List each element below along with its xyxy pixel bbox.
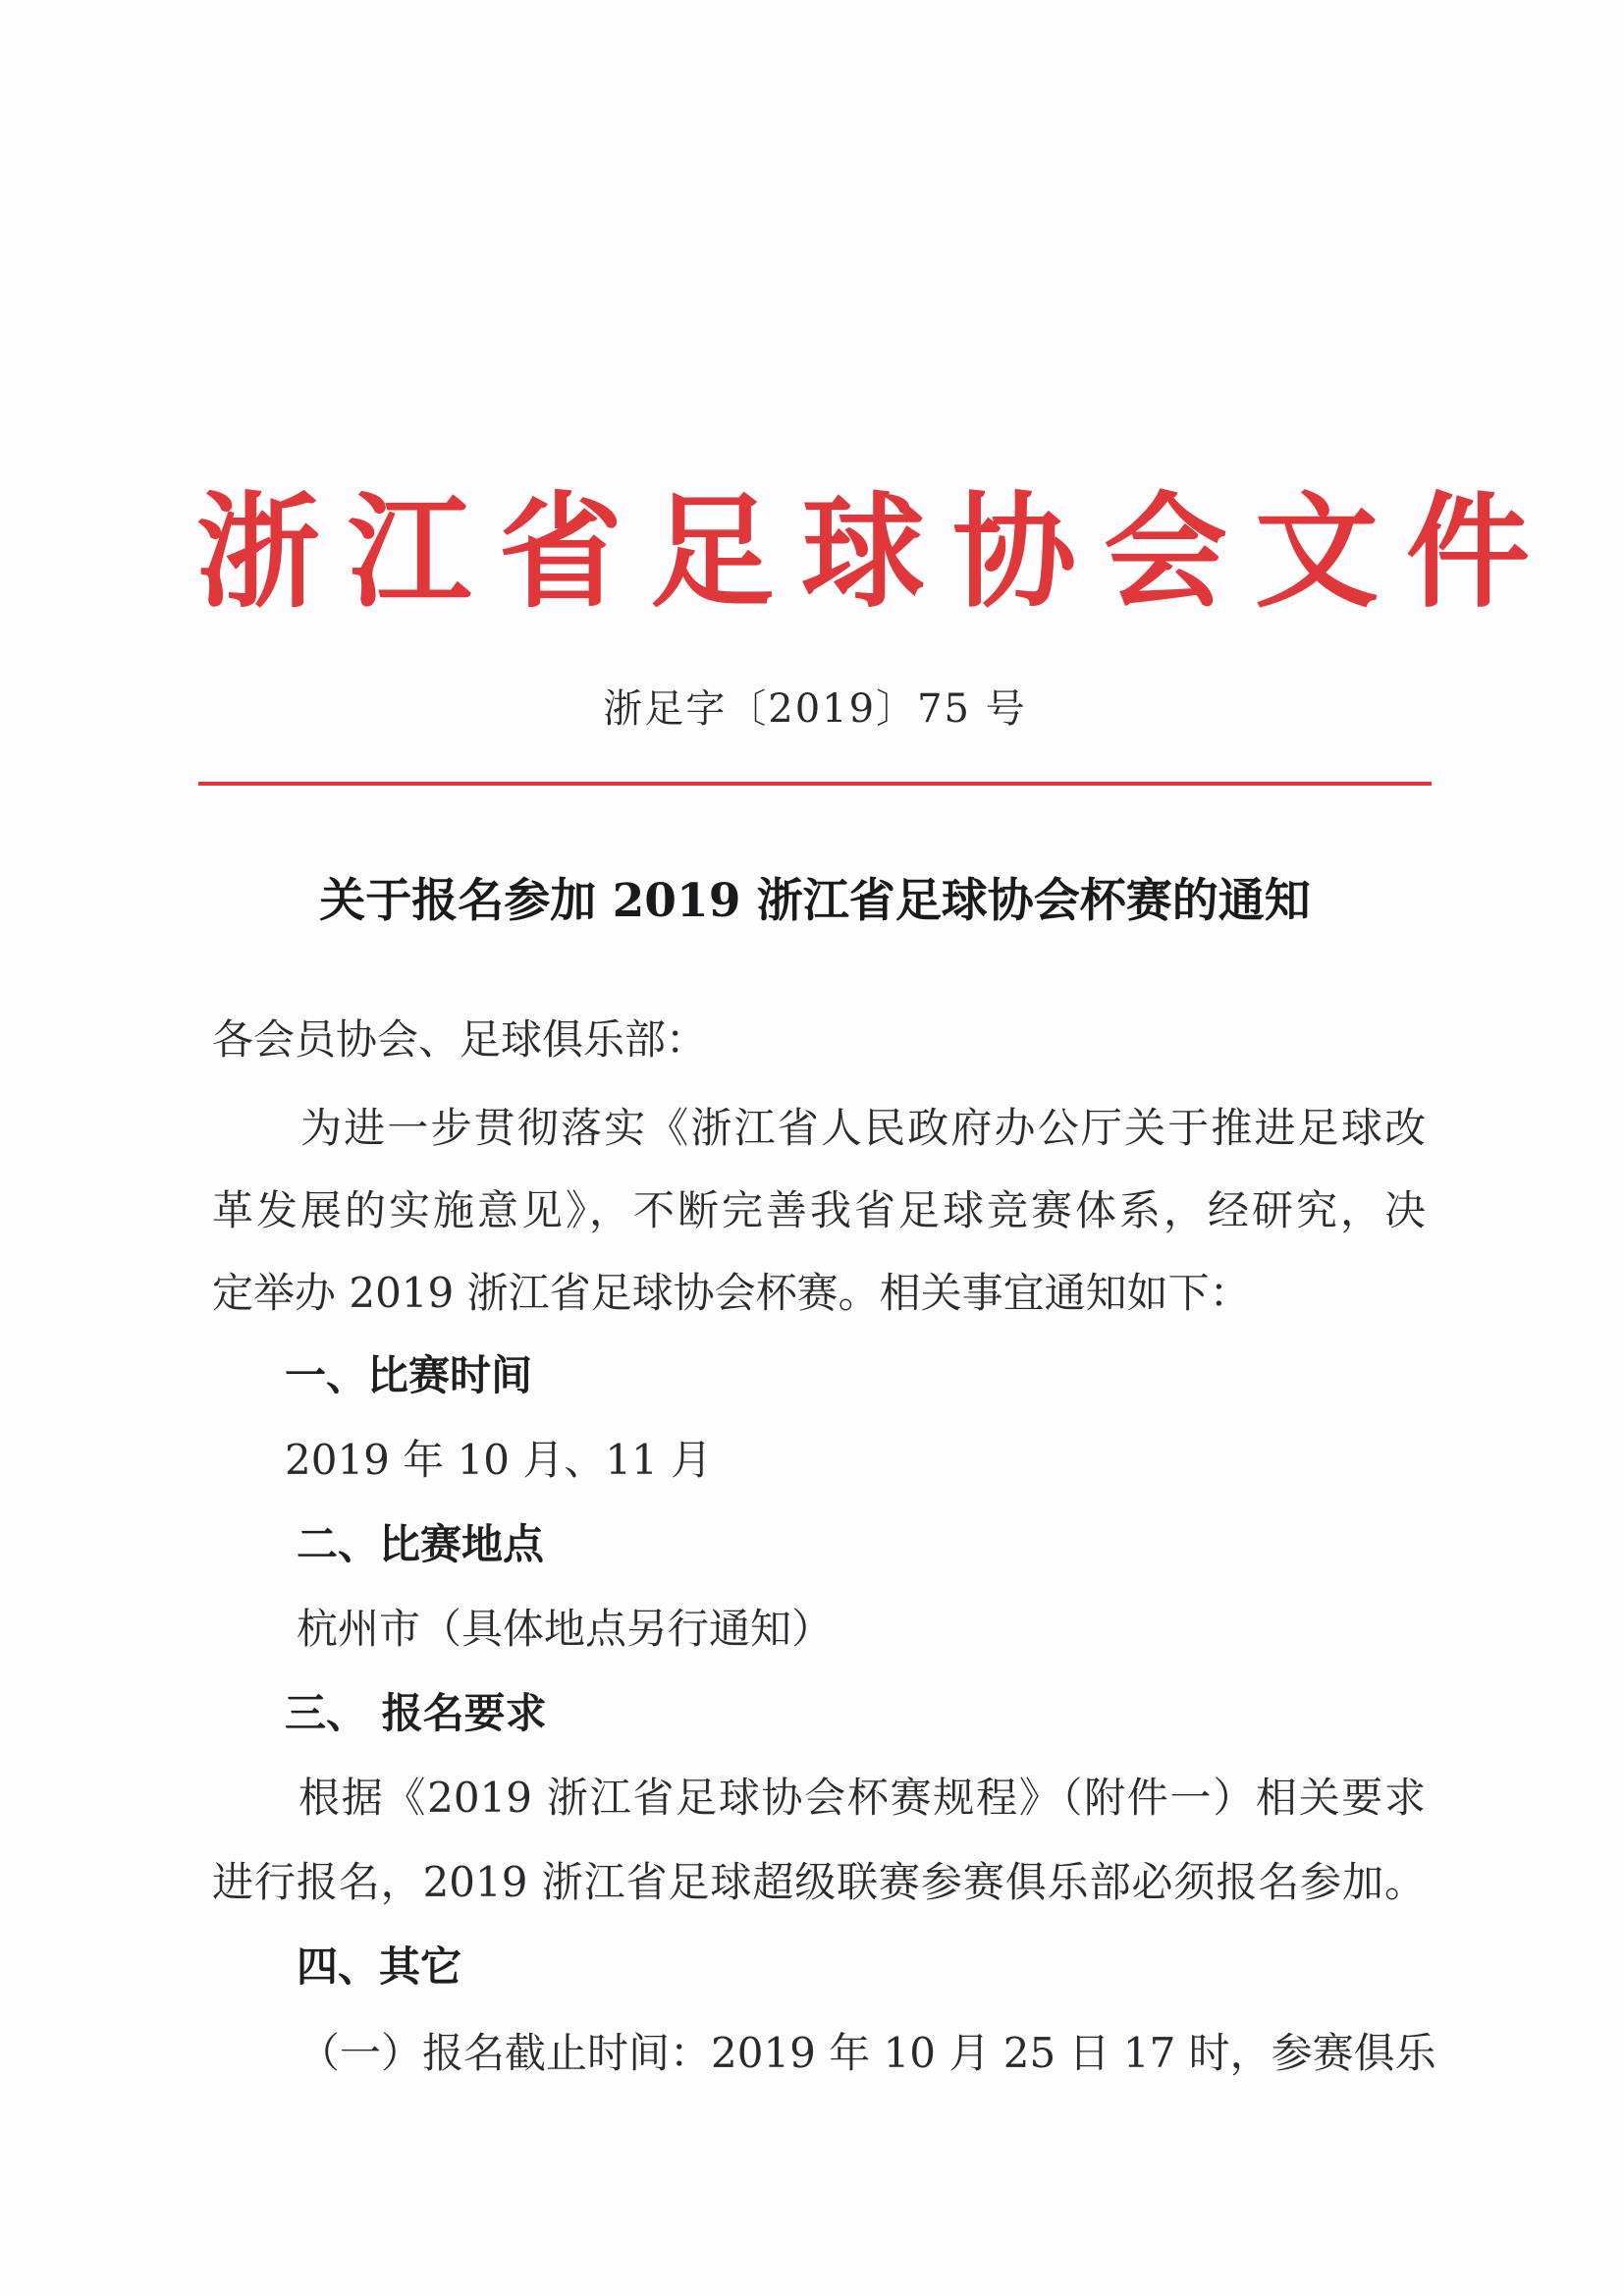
masthead-title: 浙江省足球协会文件	[196, 480, 1557, 625]
section-heading-registration: 三、 报名要求	[285, 1689, 547, 1737]
other-line-1: （一）报名截止时间：2019 年 10 月 25 日 17 时，参赛俱乐	[298, 2029, 1436, 2077]
intro-line-1: 为进一步贯彻落实《浙江省人民政府办公厅关于推进足球改	[300, 1104, 1426, 1152]
salutation: 各会员协会、足球俱乐部：	[212, 1015, 708, 1064]
section-content-time: 2019 年 10 月、11 月	[285, 1436, 713, 1484]
intro-line-2: 革发展的实施意见》，不断完善我省足球竞赛体系，经研究，决	[212, 1186, 1426, 1234]
intro-line-3: 定举办 2019 浙江省足球协会杯赛。相关事宜通知如下：	[212, 1269, 1251, 1317]
section-heading-venue: 二、比赛地点	[297, 1520, 545, 1568]
section-heading-other: 四、其它	[297, 1942, 462, 1991]
section-heading-time: 一、比赛时间	[285, 1351, 533, 1399]
document-number: 浙足字〔2019〕75 号	[603, 686, 1027, 732]
notice-title: 关于报名参加 2019 浙江省足球协会杯赛的通知	[319, 874, 1311, 928]
section-content-venue: 杭州市（具体地点另行通知）	[297, 1605, 834, 1653]
registration-line-2: 进行报名，2019 浙江省足球超级联赛参赛俱乐部必须报名参加。	[212, 1858, 1426, 1906]
registration-line-1: 根据《2019 浙江省足球协会杯赛规程》（附件一）相关要求	[298, 1774, 1426, 1822]
red-divider-line	[198, 782, 1432, 786]
